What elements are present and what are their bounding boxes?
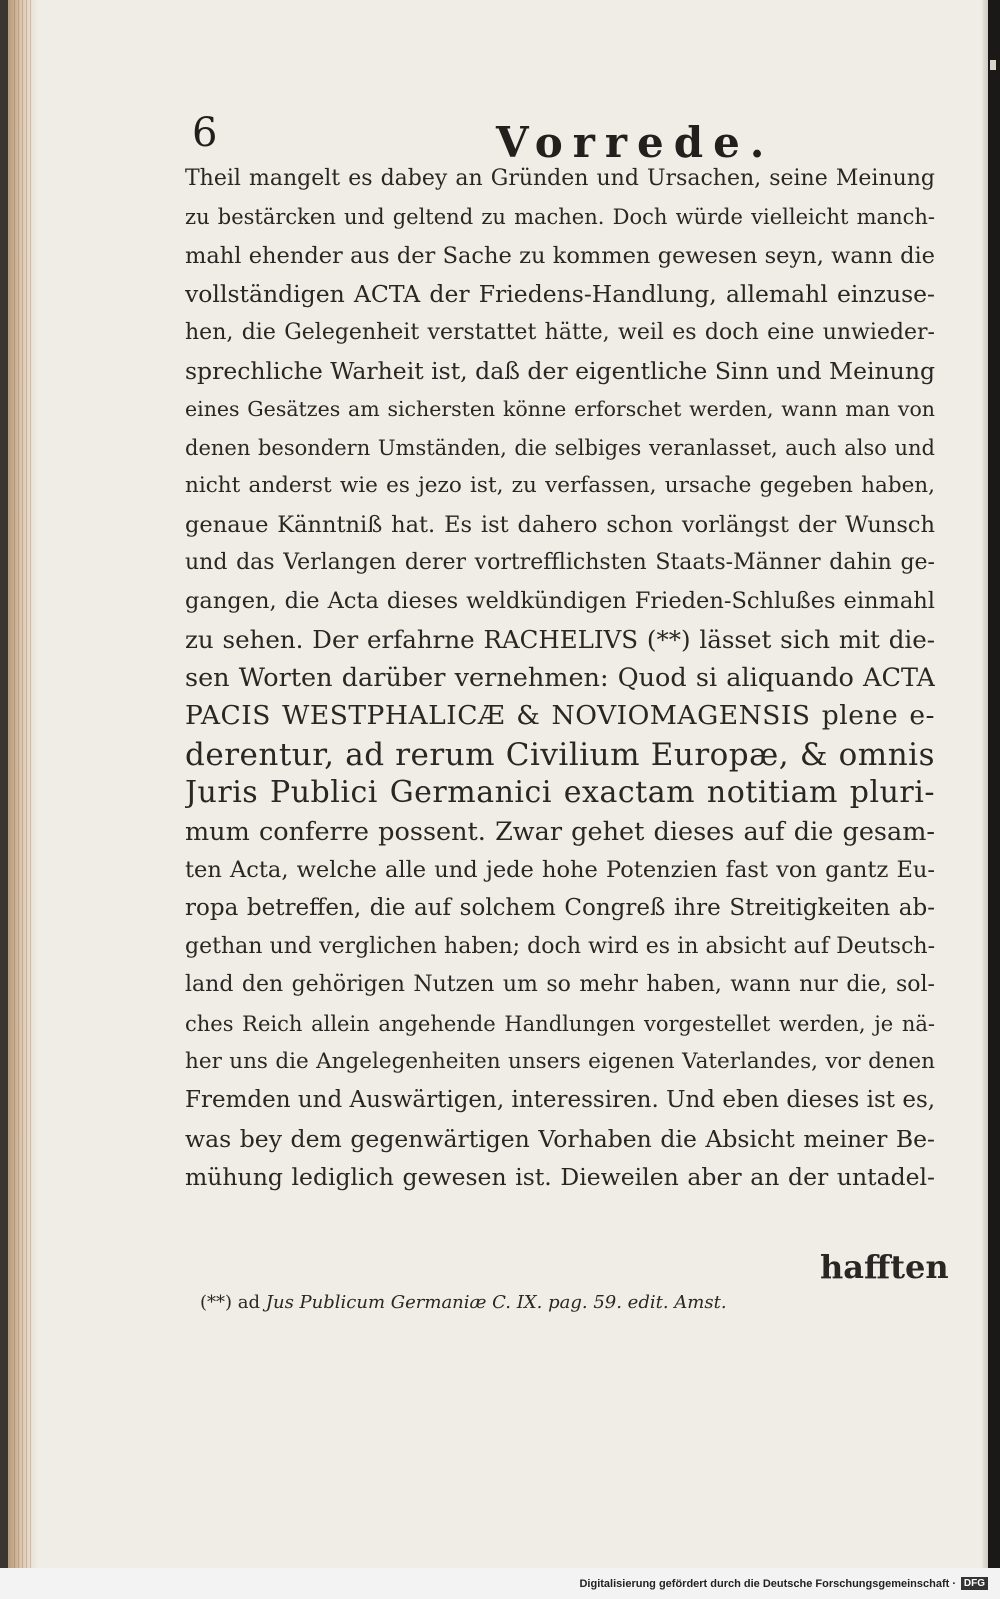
text-line: mühung lediglich gewesen ist. Dieweilen aber an der untadel- [185, 1163, 935, 1192]
text-line: vollständigen ACTA der Friedens-Handlung, allemahl einzuse- [185, 280, 935, 309]
body-text [185, 160, 935, 1197]
text-line: sprechliche Warheit ist, daß der eigentliche Sinn und Meinung [185, 356, 935, 385]
text-line: zu sehen. Der erfahrne RACHELIVS (**) lässet sich mit die- [185, 624, 935, 654]
credit-text: Digitalisierung gefördert durch die Deutsche Forschungsgemeinschaft · [579, 1578, 956, 1590]
dfg-logo: DFG [961, 1577, 988, 1590]
running-title: Vorrede. [496, 118, 775, 167]
text-line: hen, die Gelegenheit verstattet hätte, weil es doch eine unwieder- [185, 319, 935, 345]
text-line: eines Gesätzes am sichersten könne erforschet werden, wann man von [185, 397, 935, 422]
page-number: 6 [192, 110, 218, 156]
text-line: land den gehörigen Nutzen um so mehr haben, wann nur die, sol- [185, 972, 935, 998]
footnote [200, 1292, 727, 1313]
text-line-latin: Juris Publici Germanici exactam notitiam pluri- [185, 775, 935, 811]
text-line: her uns die Angelegenheiten unsers eigenen Vaterlandes, vor denen [185, 1048, 935, 1074]
text-line: Fremden und Auswärtigen, interessiren. Und eben dieses ist es, [185, 1087, 935, 1114]
footnote-text: Jus Publicum Germaniæ C. IX. pag. 59. edit. Amst. [265, 1292, 727, 1313]
color-bar-tick [990, 60, 996, 70]
text-line: Theil mangelt es dabey an Gründen und Ursachen, seine Meinung [185, 166, 935, 191]
text-line: sen Worten darüber vernehmen: Quod si aliquando ACTA [185, 663, 935, 694]
page-stack-edges [14, 0, 34, 1568]
text-line: genaue Känntniß hat. Es ist dahero schon vorlängst der Wunsch [185, 511, 935, 538]
text-line: gethan und verglichen haben; doch wird es in absicht auf Deutsch- [185, 933, 935, 959]
catchword: hafften [820, 1248, 949, 1286]
text-line-latin: PACIS WESTPHALICÆ & NOVIOMAGENSIS plene e- [185, 700, 935, 732]
text-line: nicht anderst wie es jezo ist, zu verfassen, ursache gegeben haben, [185, 473, 935, 499]
footnote-marker: (**) ad [200, 1292, 261, 1313]
text-line: was bey dem gegenwärtigen Vorhaben die Absicht meiner Be- [185, 1124, 935, 1153]
text-line: mum conferre possent. Zwar gehet dieses auf die gesam- [185, 816, 935, 847]
text-line: ropa betreffen, die auf solchem Congreß ihre Streitigkeiten ab- [185, 895, 935, 922]
scan-right-border [988, 0, 1000, 1568]
text-line: ten Acta, welche alle und jede hohe Potenzien fast von gantz Eu- [185, 857, 935, 884]
text-line: zu bestärcken und geltend zu machen. Doch würde vielleicht manch- [185, 205, 935, 230]
text-line: ches Reich allein angehende Handlungen vorgestellet werden, je nä- [185, 1011, 935, 1036]
text-line: denen besondern Umständen, die selbiges veranlasset, auch also und [185, 435, 935, 460]
text-line-latin: derentur, ad rerum Civilium Europæ, & omnis [185, 736, 935, 773]
text-line: und das Verlangen derer vortrefflichsten Staats-Männer dahin ge- [185, 549, 935, 575]
text-line: gangen, die Acta dieses weldkündigen Frieden-Schlußes einmahl [185, 588, 935, 615]
text-line: mahl ehender aus der Sache zu kommen gewesen seyn, wann die [185, 242, 935, 269]
